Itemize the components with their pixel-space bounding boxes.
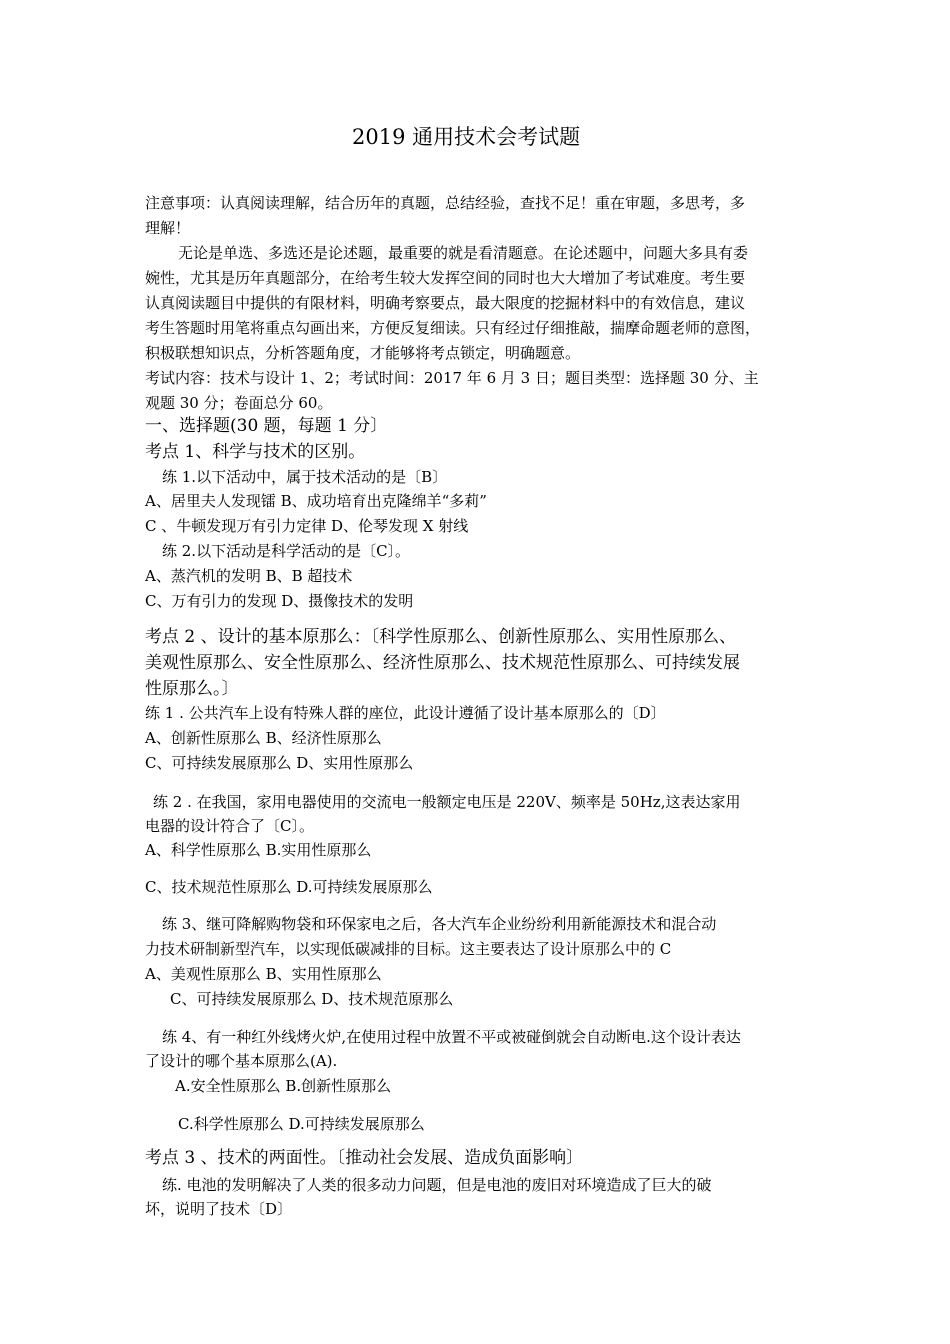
kp2-q4-line-2: 了设计的哪个基本原那么(A). [145, 1052, 338, 1070]
kp2-q1: 练 1 . 公共汽车上设有特殊人群的座位，此设计遵循了设计基本原那么的〔D〕 [145, 704, 666, 722]
kp1-q2: 练 2.以下活动是科学活动的是〔C〕。 [162, 542, 411, 560]
intro-line-2: 婉性，尤其是历年真题部分，在给考生较大发挥空间的同时也大大增加了考试难度。考生要 [145, 269, 746, 287]
kp1-heading: 考点 1、科学与技术的区别。 [145, 442, 366, 462]
kp2-q3-options-a: A、美观性原那么 B、实用性原那么 [145, 965, 382, 983]
kp2-q2-options-a: A、科学性原那么 B.实用性原那么 [145, 841, 372, 859]
kp2-q3-line-2: 力技术研制新型汽车，以实现低碳减排的目标。这主要表达了设计原那么中的 C [145, 940, 672, 958]
kp1-q1: 练 1.以下活动中，属于技术活动的是〔B〕 [162, 468, 448, 486]
kp1-q1-options-c: C 、牛顿发现万有引力定律 D、伦琴发现 X 射线 [145, 517, 469, 535]
kp2-q3-line-1: 练 3、继可降解购物袋和环保家电之后，各大汽车企业纷纷利用新能源技术和混合动 [162, 915, 717, 933]
kp2-heading-line-2: 美观性原那么、安全性原那么、经济性原那么、技术规范性原那么、可持续发展 [145, 653, 740, 673]
intro-line-4: 考生答题时用笔将重点勾画出来，方便反复细读。只有经过仔细推敲，揣摩命题老师的意图， [145, 319, 761, 337]
intro-line-5: 积极联想知识点，分析答题角度，才能够将考点锁定，明确题意。 [145, 344, 581, 362]
page-title: 2019 通用技术会考试题 [352, 125, 581, 149]
kp2-q4-options-a: A.安全性原那么 B.创新性原那么 [175, 1077, 392, 1095]
notice-line-1: 注意事项：认真阅读理解，结合历年的真题，总结经验，查找不足！重在审题，多思考，多 [145, 194, 746, 212]
kp2-q4-line-1: 练 4、有一种红外线烤火炉,在使用过程中放置不平或被碰倒就会自动断电.这个设计表达 [162, 1028, 741, 1046]
kp3-heading: 考点 3 、技术的两面性。〔推动社会发展、造成负面影响〕 [145, 1148, 584, 1168]
kp1-q2-options-c: C、万有引力的发现 D、摄像技术的发明 [145, 592, 414, 610]
kp3-q-line-1: 练. 电池的发明解决了人类的很多动力问题，但是电池的废旧对环境造成了巨大的破 [162, 1176, 712, 1194]
kp2-heading-line-1: 考点 2 、设计的基本原那么：〔科学性原那么、创新性原那么、实用性原那么、 [145, 627, 737, 647]
kp2-q3-options-c: C、可持续发展原那么 D、技术规范原那么 [170, 990, 454, 1008]
notice-line-2: 理解！ [145, 219, 191, 237]
section-heading: 一、选择题(30 题，每题 1 分〕 [145, 416, 388, 436]
kp2-q1-options-a: A、创新性原那么 B、经济性原那么 [145, 729, 382, 747]
kp2-heading-line-3: 性原那么。〕 [145, 679, 239, 699]
exam-info-line-1: 考试内容：技术与设计 1、2；考试时间：2017 年 6 月 3 日；题目类型：选择题 30 分、主 [145, 369, 759, 387]
kp2-q2-options-c: C、技术规范性原那么 D.可持续发展原那么 [145, 878, 433, 896]
exam-info-line-2: 观题 30 分；卷面总分 60。 [145, 394, 333, 412]
kp1-q1-options-a: A、居里夫人发现镭 B、成功培育出克隆绵羊“多莉” [145, 492, 487, 510]
intro-line-1: 无论是单选、多选还是论述题，最重要的就是看清题意。在论述题中，问题大多具有委 [178, 244, 749, 262]
kp1-q2-options-a: A、蒸汽机的发明 B、B 超技术 [145, 567, 353, 585]
kp2-q2-line-2: 电器的设计符合了〔C〕。 [145, 817, 314, 835]
kp2-q2-line-1: 练 2 . 在我国，家用电器使用的交流电一般额定电压是 220V、频率是 50Hz,这表达家用 [153, 793, 741, 811]
kp2-q4-options-c: C.科学性原那么 D.可持续发展原那么 [178, 1115, 425, 1133]
kp3-q-line-2: 坏，说明了技术〔D〕 [145, 1200, 293, 1218]
kp2-q1-options-c: C、可持续发展原那么 D、实用性原那么 [145, 754, 414, 772]
intro-line-3: 认真阅读题目中提供的有限材料，明确考察要点，最大限度的挖掘材料中的有效信息，建议 [145, 294, 746, 312]
